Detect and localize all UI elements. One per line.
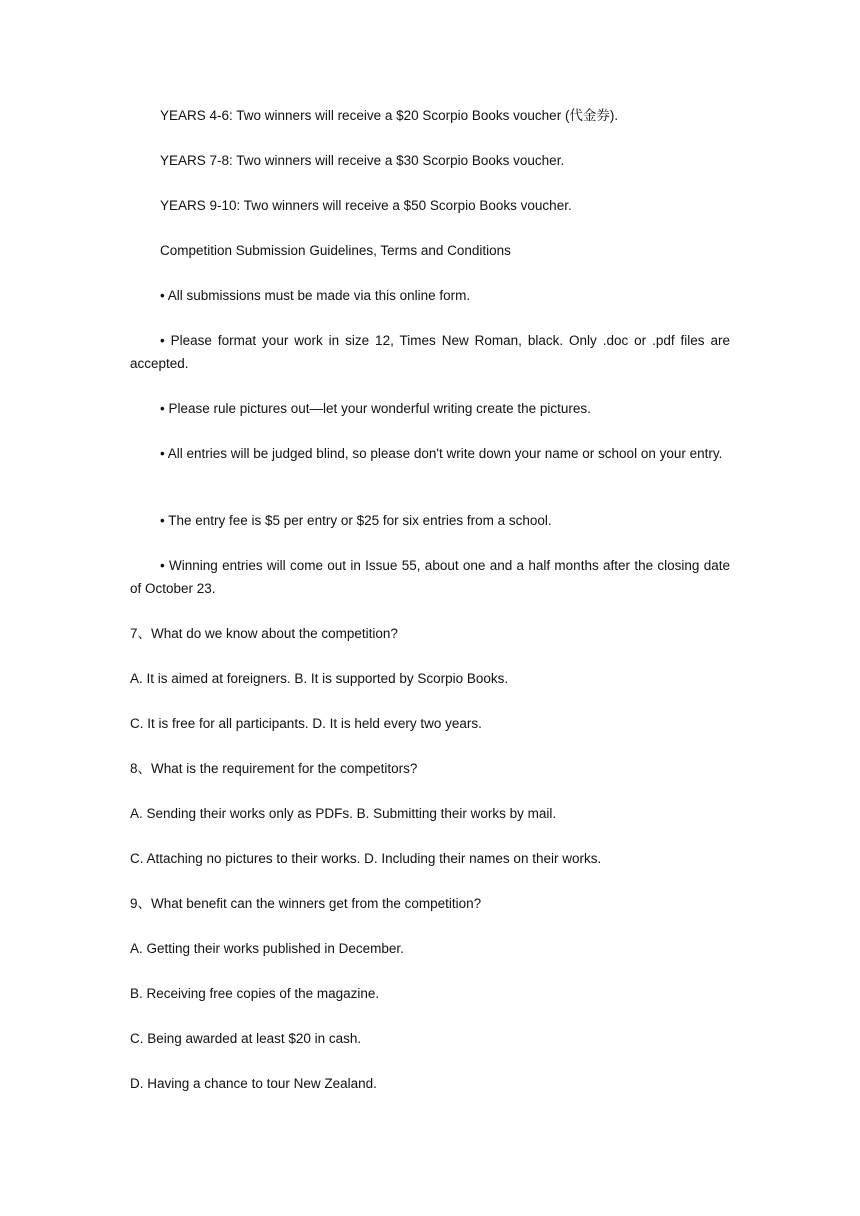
prize-years-7-8: YEARS 7-8: Two winners will receive a $30 Scorpio Books voucher. <box>160 153 565 168</box>
guideline-winning-entries: • Winning entries will come out in Issue 55, about one and a half months after the closing date of October 23. <box>130 558 730 596</box>
question-9-stem: 9、What benefit can the winners get from the competition? <box>130 896 482 911</box>
guidelines-heading: Competition Submission Guidelines, Terms and Conditions <box>160 243 511 258</box>
guideline-judged-blind: • All entries will be judged blind, so please don't write down your name or school on your entry. <box>160 446 723 461</box>
question-7-options-cd: C. It is free for all participants. D. It is held every two years. <box>130 716 482 731</box>
guideline-format: • Please format your work in size 12, Times New Roman, black. Only .doc or .pdf files are accepted. <box>130 333 730 371</box>
question-9-option-c: C. Being awarded at least $20 in cash. <box>130 1031 362 1046</box>
question-7-options-ab: A. It is aimed at foreigners. B. It is supported by Scorpio Books. <box>130 671 509 686</box>
question-9-option-d: D. Having a chance to tour New Zealand. <box>130 1076 377 1091</box>
question-8-stem: 8、What is the requirement for the competitors? <box>130 761 418 776</box>
question-8-options-cd: C. Attaching no pictures to their works. D. Including their names on their works. <box>130 851 602 866</box>
guideline-online-form: • All submissions must be made via this online form. <box>160 288 471 303</box>
question-9-option-b: B. Receiving free copies of the magazine. <box>130 986 380 1001</box>
prize-years-9-10: YEARS 9-10: Two winners will receive a $50 Scorpio Books voucher. <box>160 198 572 213</box>
guideline-no-pictures: • Please rule pictures out—let your wonderful writing create the pictures. <box>160 401 591 416</box>
guideline-entry-fee: • The entry fee is $5 per entry or $25 for six entries from a school. <box>160 513 552 528</box>
question-9-option-a: A. Getting their works published in December. <box>130 941 404 956</box>
prize-years-4-6: YEARS 4-6: Two winners will receive a $20 Scorpio Books voucher (代金券). <box>160 108 619 123</box>
question-7-stem: 7、What do we know about the competition? <box>130 626 398 641</box>
question-8-options-ab: A. Sending their works only as PDFs. B. Submitting their works by mail. <box>130 806 557 821</box>
